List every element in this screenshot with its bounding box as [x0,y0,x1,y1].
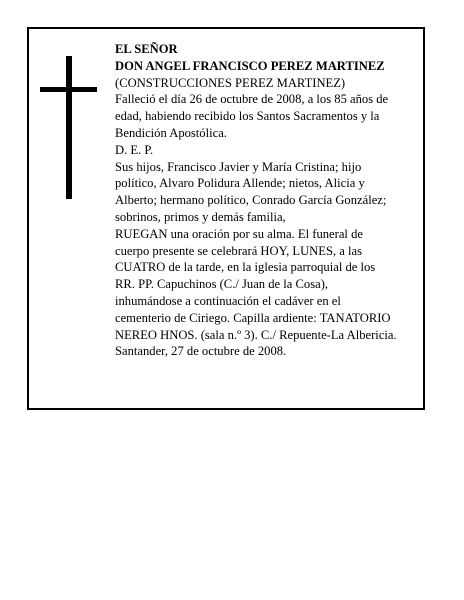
notice-line: cuerpo presente se celebrará HOY, LUNES, a las [115,243,362,258]
notice-line: RR. PP. Capuchinos (C./ Juan de la Cosa), [115,277,329,292]
notice-heading: EL SEÑOR [115,42,178,56]
deceased-name: DON ANGEL FRANCISCO PEREZ MARTINEZ [115,58,385,73]
notice-line: inhumándose a continuación el cadáver en el [115,293,341,308]
obituary-notice [27,27,425,410]
notice-line: cementerio de Ciriego. Capilla ardiente: TANATORIO [115,310,391,325]
notice-line: Bendición Apostólica. [115,125,227,140]
notice-line: CUATRO de la tarde, en la iglesia parroquial de los [115,260,376,275]
notice-text [115,41,425,360]
cross-horizontal-bar [40,87,97,92]
latin-cross-icon [40,56,97,199]
notice-line: NEREO HNOS. (sala n.º 3). C./ Repuente-La Albericia. [115,327,397,342]
cross-vertical-bar [66,56,72,199]
notice-line: RUEGAN una oración por su alma. El funeral de [115,226,363,241]
rest-in-peace: D. E. P. [115,142,154,157]
notice-line: sobrinos, primos y demás familia, [115,209,286,224]
notice-line: Falleció el día 26 de octubre de 2008, a los 85 años de [115,92,389,107]
notice-line: Sus hijos, Francisco Javier y María Cristina; hijo [115,159,362,174]
notice-line: Alberto; hermano político, Conrado García González; [115,193,387,208]
notice-line: edad, habiendo recibido los Santos Sacramentos y la [115,109,380,124]
notice-date: Santander, 27 de octubre de 2008. [115,344,287,359]
company-name: (CONSTRUCCIONES PEREZ MARTINEZ) [115,75,346,90]
notice-line: político, Alvaro Polidura Allende; nietos, Alicia y [115,176,365,191]
